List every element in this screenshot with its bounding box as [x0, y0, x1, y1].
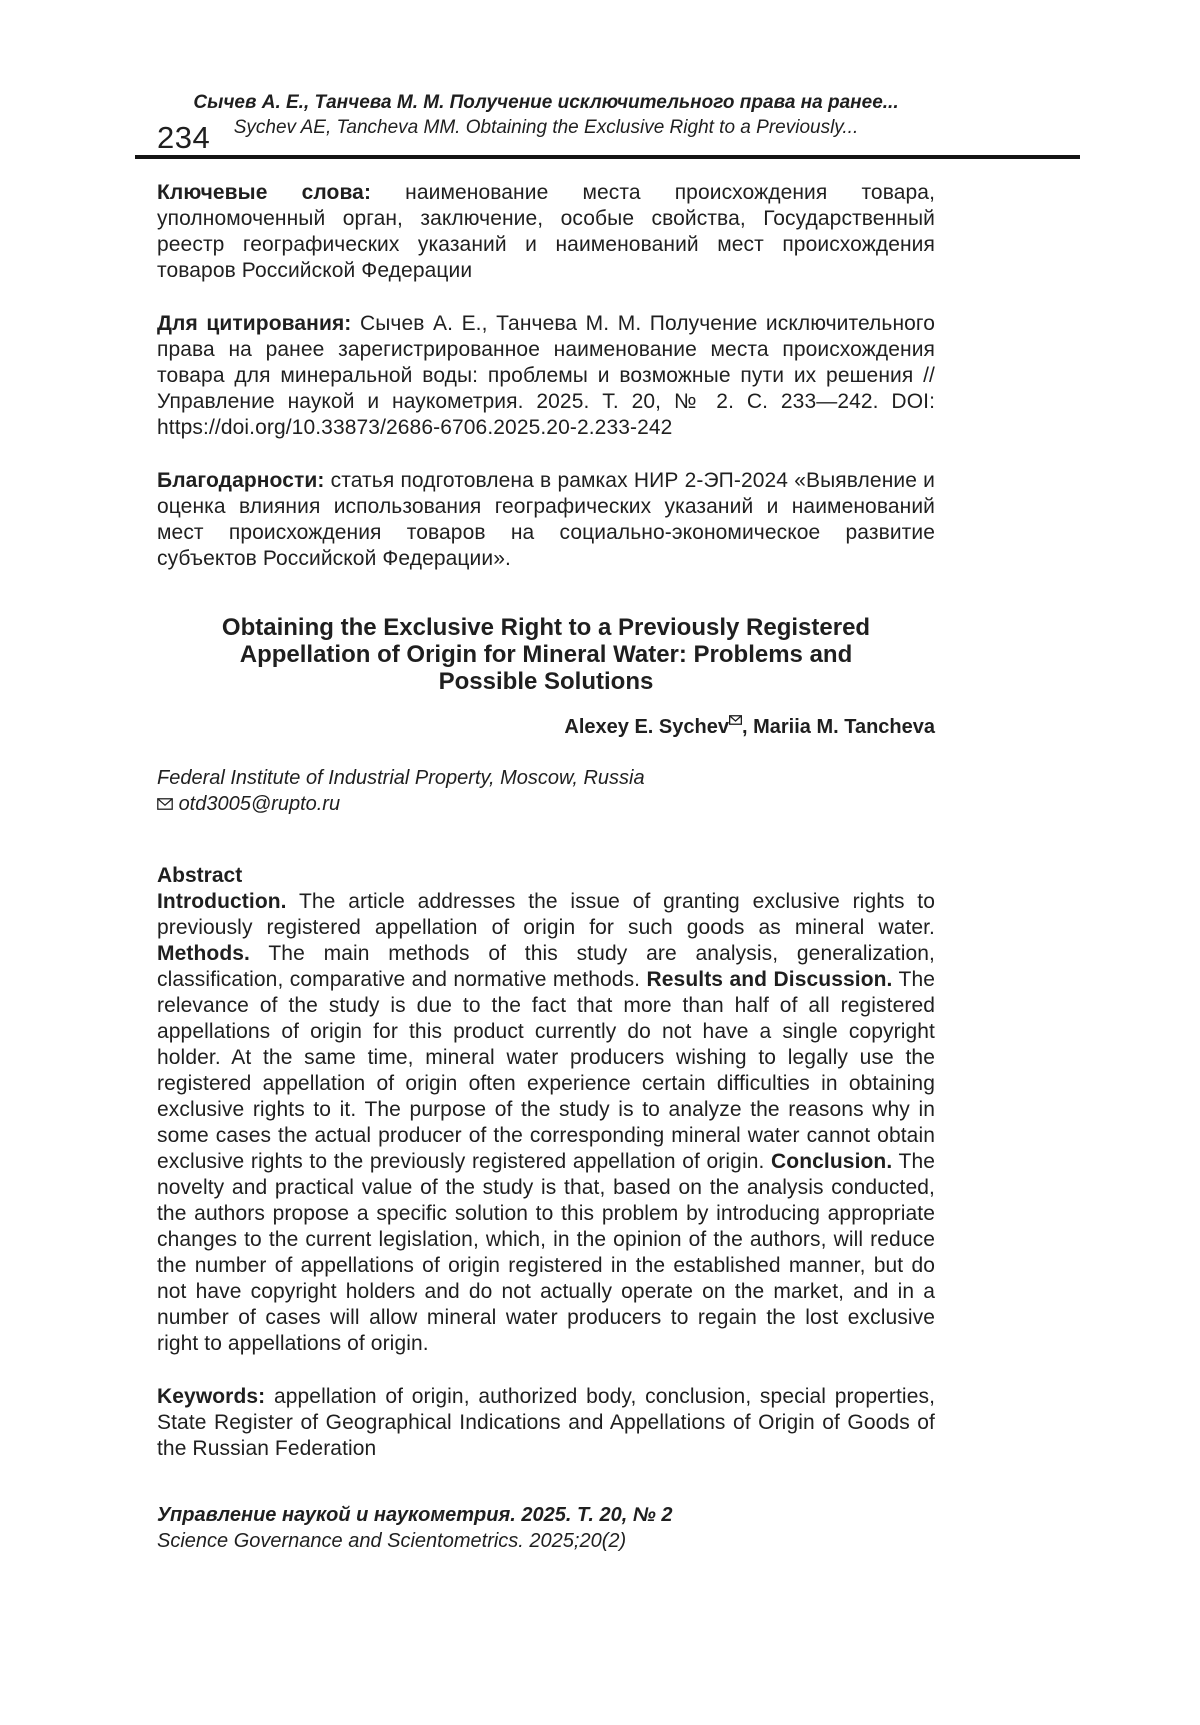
- authors-line: [157, 715, 935, 739]
- acknowledgments-paragraph: [157, 468, 935, 572]
- keywords-ru-label: Ключевые слова:: [157, 181, 372, 204]
- author-secondary: Mariia M. Tancheva: [753, 716, 935, 738]
- footer-journal-russian: Управление наукой и наукометрия. 2025. Т. 20, № 2: [157, 1504, 673, 1526]
- acknowledgments-label: Благодарности:: [157, 469, 325, 492]
- author-separator: ,: [741, 716, 754, 738]
- footer-journal-english: Science Governance and Scientometrics. 2025;20(2): [157, 1530, 627, 1552]
- keywords-en-paragraph: [157, 1384, 935, 1462]
- abstract-segment: Methods.: [157, 942, 250, 965]
- article-title: Obtaining the Exclusive Right to a Previously Registered Appellation of Origin for Mineral Water: Problems and Possible Solutions: [221, 614, 871, 695]
- running-head-russian: Сычев А. Е., Танчева М. М. Получение исключительного права на ранее...: [193, 92, 899, 113]
- abstract-paragraph: [157, 889, 935, 1357]
- keywords-ru-paragraph: [157, 180, 935, 284]
- keywords-en-text: appellation of origin, authorized body, conclusion, special properties, State Register of Geographical Indications and Appellations of Origin of Goods of the Russian Federation: [157, 1385, 936, 1460]
- citation-text: Сычев А. Е., Танчева М. М. Получение исключительного права на ранее зарегистрированное наименование места происхождения товара для минеральной воды: проблемы и возможные пути их решения // Управление наукой и наукометрия. 2025. Т. 20, № 2. С. 233—242. DOI: https://doi.org/10.33873/2686-6706.2025.20-2.233-242: [157, 312, 935, 439]
- keywords-ru-text: наименование места происхождения товара, уполномоченный орган, заключение, особые свойства, Государственный реестр географических указаний и наименований мест происхождения товаров Российской Федерации: [157, 181, 936, 282]
- citation-paragraph: [157, 311, 935, 441]
- citation-label: Для цитирования:: [157, 312, 352, 335]
- abstract-segment: Results and Discussion.: [646, 968, 893, 991]
- abstract-segment: The main methods of this study are analysis, generalization, classification, comparative and normative methods.: [157, 942, 935, 991]
- author-primary: Alexey E. Sychev: [564, 716, 729, 738]
- email-line: [157, 791, 935, 817]
- abstract-segment: Conclusion.: [771, 1150, 893, 1173]
- email-text: otd3005@rupto.ru: [178, 793, 341, 815]
- running-head-english: Sychev AE, Tancheva MM. Obtaining the Exclusive Right to a Previously...: [233, 117, 859, 138]
- abstract-segment: Introduction.: [157, 890, 287, 913]
- abstract-segment: The relevance of the study is due to the fact that more than half of all registered appellations of origin for this product currently do not have a single copyright holder. At the same time, mineral water producers wishing to legally use the registered appellation of origin often experience certain difficulties in obtaining exclusive rights to it. The purpose of the study is to analyze the reasons why in some cases the actual producer of the corresponding mineral water cannot obtain exclusive rights to the previously registered appellation of origin.: [157, 968, 936, 1173]
- email-icon: [157, 793, 173, 815]
- keywords-en-label: Keywords:: [157, 1385, 266, 1408]
- abstract-segment: The novelty and practical value of the study is that, based on the analysis conducted, the authors propose a specific solution to this problem by introducing appropriate changes to the current legislation, which, in the opinion of the authors, will reduce the number of appellations of origin registered in the established manner, but do not have copyright holders and do not actually operate on the market, and in a number of cases will allow mineral water producers to regain the lost exclusive right to appellations of origin.: [157, 1150, 936, 1355]
- corresponding-author-icon: [729, 714, 742, 728]
- abstract-heading: Abstract: [157, 864, 243, 887]
- abstract-segment: The article addresses the issue of granting exclusive rights to previously registered appellation of origin for such goods as mineral water.: [157, 890, 935, 939]
- affiliation: Federal Institute of Industrial Property, Moscow, Russia: [157, 767, 645, 789]
- page-content: [157, 0, 935, 1554]
- page-number: 234: [157, 120, 211, 155]
- acknowledgments-text: статья подготовлена в рамках НИР 2-ЭП-2024 «Выявление и оценка влияния использования географических указаний и наименований мест происхождения товаров на социально-экономическое развитие субъектов Российской Федерации».: [157, 469, 935, 570]
